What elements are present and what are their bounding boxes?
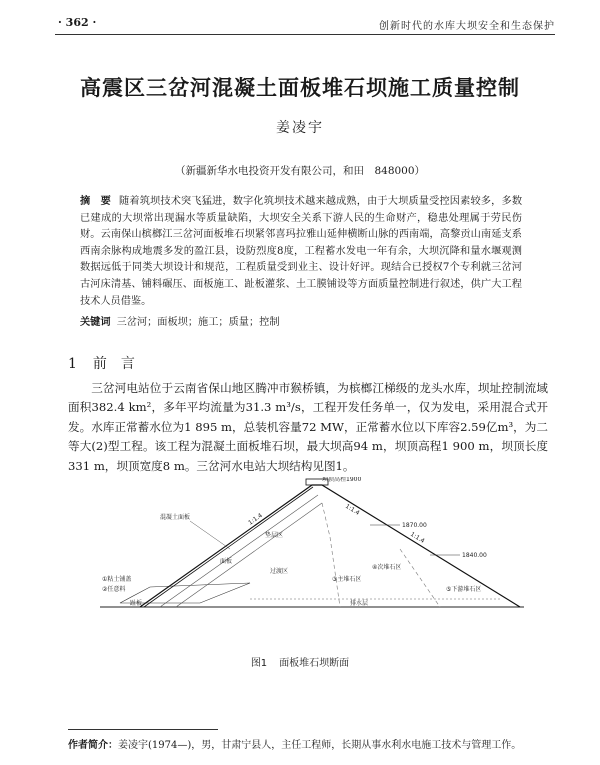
zone-boundary (322, 503, 340, 607)
keywords (80, 313, 522, 328)
zone-boundary-2 (400, 549, 440, 607)
dam-section-drawing (100, 477, 524, 612)
label-slab: 面板 (220, 558, 233, 565)
label-crest: 坝顶高程1900 (322, 477, 362, 483)
label-upstream-fill2: ②任意料 (102, 586, 126, 593)
running-header (55, 14, 555, 35)
footnote-rule (68, 729, 218, 730)
face-slab-line (144, 487, 313, 607)
abstract-text: 随着筑坝技术突飞猛进，数字化筑坝技术越来越成熟，由于大坝质量受控因素较多，多数已建成的大坝常出现漏水等质量缺陷，大坝安全关系下游人民的生命财产，稳患处理属于劳民伤财。云南保山槟榔江三岔河面板堆石坝紧邻喜玛拉雅山延伸横断山脉的西南端，高黎贡山南延支系西南余脉构成地震多发的盈江县，设防烈度8度，工程蓄水发电一年有余，大坝沉降和量水堰观测数据远低于同类大坝设计和规范，工程质量受到业主、设计好评。现结合已授权7个专利就三岔河古河床清基、铺料碾压、面板施工、趾板灌浆、土工膜铺设等方面质量控制进行叙述，供广大工程技术人员借鉴。 (80, 196, 523, 307)
footnote-text: 姜凌宇(1974—)，男，甘肃宁县人，主任工程师，长期从事水利水电施工技术与管理工作。 (118, 740, 522, 751)
figure-caption (0, 654, 600, 669)
journal-title: 创新时代的水库大坝安全和生态保护 (379, 21, 555, 32)
label-main-rock: ③主堆石区 (332, 576, 362, 583)
label-upstream-fill: ①粘土铺盖 (102, 576, 132, 583)
keywords-label: 关键词 (80, 317, 111, 328)
label-drain: 排水层 (350, 600, 369, 607)
footnote-label: 作者简介： (68, 740, 118, 751)
label-transition: 过渡区 (270, 568, 289, 575)
label-toe: 趾板 (130, 600, 143, 607)
section-title: 前 言 (92, 356, 135, 372)
author-name: 姜凌宇 (276, 120, 324, 136)
note-leader (190, 521, 230, 549)
label-cushion: 垫层区 (265, 532, 284, 539)
label-berm-1: 1870.00 (402, 522, 427, 529)
label-slope-down-2: 1:1.4 (408, 530, 426, 545)
label-second-rock: ④次堆石区 (372, 564, 402, 571)
figure-caption-text: 面板堆石坝断面 (279, 658, 350, 669)
section-number: 1 (68, 356, 77, 372)
abstract (80, 194, 522, 310)
label-note: 混凝土面板 (160, 514, 191, 521)
affiliation: （新疆新华水电投资开发有限公司，和田 848000） (174, 165, 426, 177)
cushion-boundary (160, 495, 318, 607)
keywords-text: 三岔河；面板坝；施工；质量；控制 (116, 317, 280, 328)
abstract-label: 摘 要 (80, 196, 112, 207)
label-down-rock: ⑤下游堆石区 (446, 586, 482, 593)
dam-cross-section-figure (100, 477, 524, 612)
label-slope-up: 1:1.4 (247, 512, 264, 527)
figure-number: 图1 (250, 658, 268, 669)
paper-title: 高震区三岔河混凝土面板堆石坝施工质量控制 (80, 76, 520, 100)
author-footnote (68, 736, 560, 751)
body-paragraph: 三岔河电站位于云南省保山地区腾冲市猴桥镇，为槟榔江梯级的龙头水库，坝址控制流域面积382.4 km²，多年平均流量为31.3 m³/s，工程开发任务单一，仅为发电，采用混合式开发。水库正常蓄水位为1 895 m，总装机容量72 MW，正常蓄水位以下库容2.59亿m³，为二等大(2)型工程。该工程为混凝土面板堆石坝，最大坝高94 m，坝顶高程1 900 m，坝顶长度331 m，坝顶宽度8 m。三岔河水电站大坝结构见图1。 (68, 381, 548, 473)
page-number: · 362 · (58, 16, 97, 29)
label-berm-2: 1840.00 (462, 552, 487, 559)
label-slope-down-1: 1:1.4 (343, 502, 361, 517)
section-heading (68, 353, 135, 373)
